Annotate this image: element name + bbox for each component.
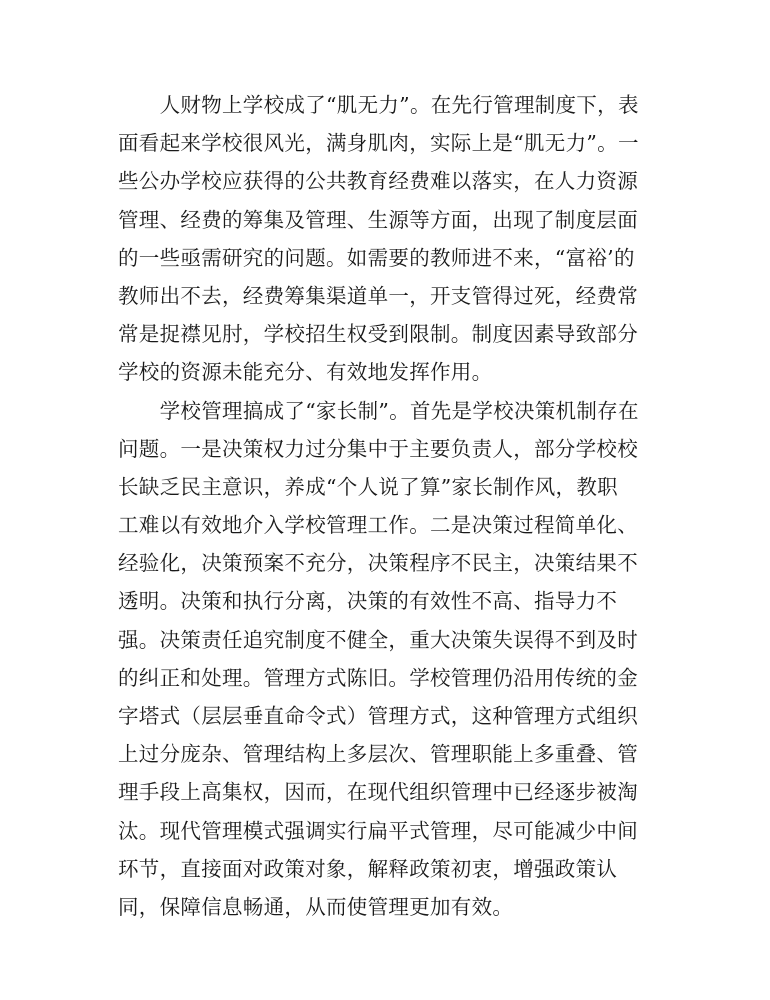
paragraph-2-line-2: 问题。一是决策权力过分集中于主要负责人，部分学校校: [118, 436, 638, 461]
paragraph-1-line-2: 面看起来学校很风光，满身肌肉，实际上是“肌无力”。一: [118, 131, 639, 156]
paragraph-2-line-8: 的纠正和处理。管理方式陈旧。学校管理仍沿用传统的金: [118, 665, 638, 690]
paragraph-2-line-10: 上过分庞杂、管理结构上多层次、管理职能上多重叠、管: [118, 742, 638, 767]
paragraph-1-line-3: 些公办学校应获得的公共教育经费难以落实，在人力资源: [118, 169, 638, 194]
paragraph-2-line-11: 理手段上高集权，因而，在现代组织管理中已经逐步被淘: [118, 780, 638, 805]
paragraph-1-line-7: 常是捉襟见肘，学校招生权受到限制。制度因素导致部分: [118, 322, 638, 347]
paragraph-1-line-4: 管理、经费的筹集及管理、生源等方面，出现了制度层面: [118, 207, 638, 232]
paragraph-1-line-6: 教师出不去，经费筹集渠道单一，开支管得过死，经费常: [118, 283, 638, 308]
paragraph-2-line-4: 工难以有效地介入学校管理工作。二是决策过程简单化、: [118, 513, 638, 538]
paragraph-2-line-1: 学校管理搞成了“家长制”。首先是学校决策机制存在: [118, 398, 639, 423]
paragraph-2-line-12: 汰。现代管理模式强调实行扁平式管理，尽可能减少中间: [118, 818, 638, 843]
paragraph-2-line-13: 环节，直接面对政策对象，解释政策初衷，增强政策认: [118, 856, 618, 881]
paragraph-1-line-5: 的一些亟需研究的问题。如需要的教师进不来，“富裕’的: [118, 245, 635, 270]
paragraph-2-line-7: 强。决策责任追究制度不健全，重大决策失误得不到及时: [118, 627, 638, 652]
paragraph-2-line-9: 字塔式（层层垂直命令式）管理方式，这种管理方式组织: [118, 704, 638, 728]
paragraph-2-line-6: 透明。决策和执行分离，决策的有效性不高、指导力不: [118, 589, 618, 614]
paragraph-1-line-1: 人财物上学校成了“肌无力”。在先行管理制度下，表: [118, 93, 639, 117]
paragraph-1-line-8: 学校的资源未能充分、有效地发挥作用。: [118, 360, 493, 385]
paragraph-2-line-3: 长缺乏民主意识，养成“个人说了算”家长制作风，教职: [118, 474, 618, 499]
document-body: [118, 86, 648, 926]
paragraph-2-line-14: 同，保障信息畅通，从而使管理更加有效。: [118, 894, 514, 919]
paragraph-2-line-5: 经验化，决策预案不充分，决策程序不民主，决策结果不: [118, 551, 638, 576]
